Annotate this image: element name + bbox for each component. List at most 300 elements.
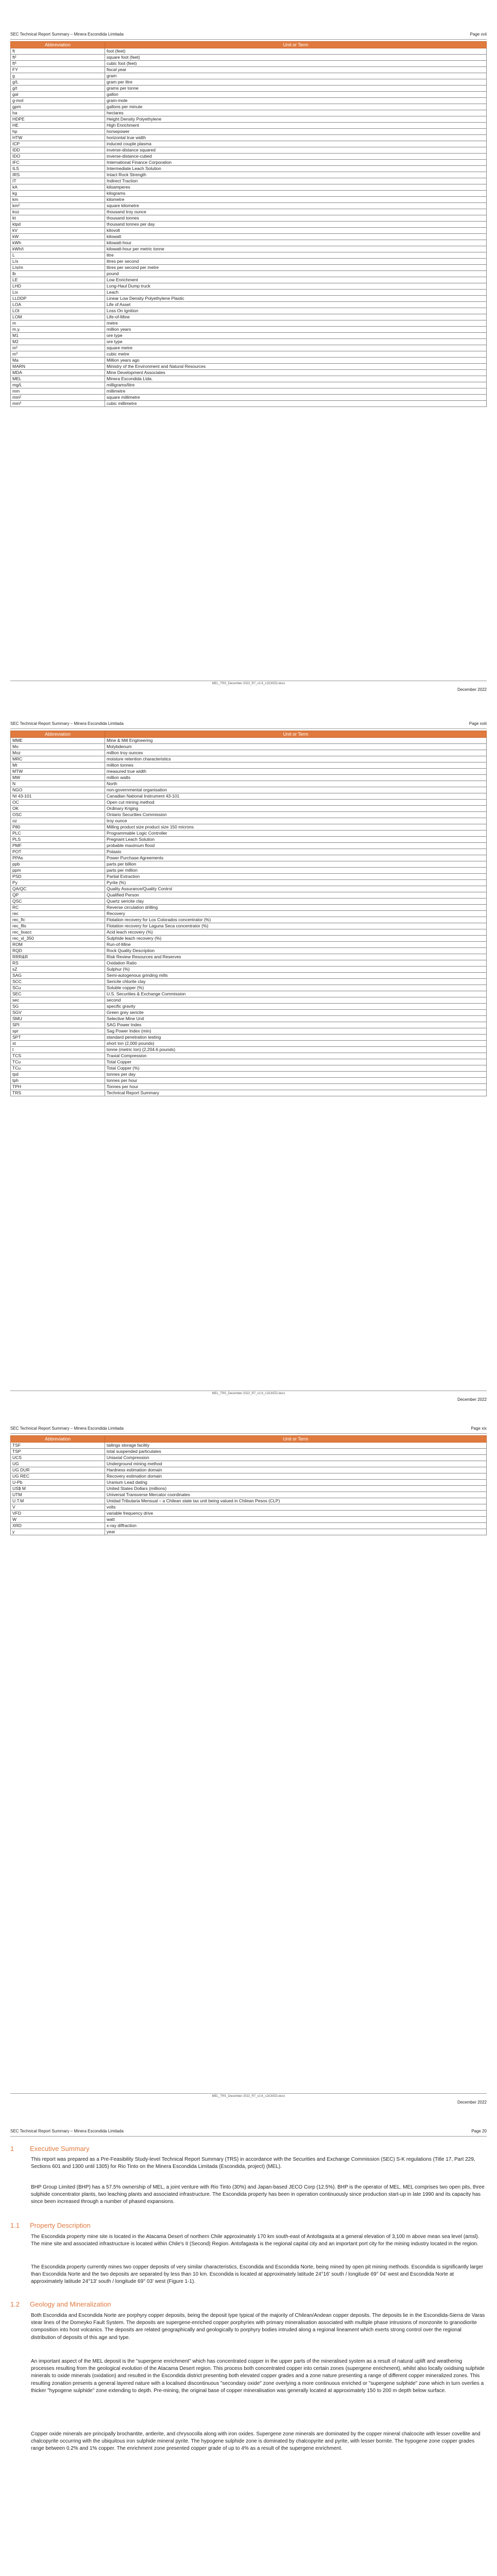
col-header-unit-term: Unit or Term — [105, 731, 487, 738]
section-number: 1 — [10, 2145, 14, 2153]
table-row — [11, 215, 487, 222]
term-cell: Flotation recovery for Laguna Seca concentrator (%) — [105, 923, 487, 929]
abbreviation-cell: FY — [11, 67, 105, 73]
term-cell: gram — [105, 73, 487, 79]
footer-date: December 2022 — [457, 687, 487, 692]
abbreviation-cell: TCu — [11, 1059, 105, 1065]
abbreviation-cell: gal — [11, 92, 105, 98]
term-cell: Partial Extraction — [105, 874, 487, 880]
abbreviation-cell: oz — [11, 818, 105, 824]
table-row — [11, 806, 487, 812]
table-row — [11, 1059, 487, 1065]
table-row — [11, 73, 487, 79]
abbreviation-cell: RRR&R — [11, 954, 105, 960]
table-row — [11, 1511, 487, 1517]
abbreviation-cell: hp — [11, 129, 105, 135]
abbreviation-cell: koz — [11, 209, 105, 215]
abbreviation-cell: NI 43-101 — [11, 793, 105, 800]
table-row — [11, 750, 487, 756]
abbreviation-cell: sZ — [11, 967, 105, 973]
abbreviation-cell: kV — [11, 228, 105, 234]
term-cell: watt — [105, 1517, 487, 1523]
abbreviation-cell: RQD — [11, 948, 105, 954]
term-cell: litre — [105, 252, 487, 259]
term-cell: Sericite chlorite clay — [105, 979, 487, 985]
table-row — [11, 775, 487, 781]
table-row — [11, 55, 487, 61]
abbreviation-cell: L — [11, 252, 105, 259]
abbreviation-cell: NGO — [11, 787, 105, 793]
term-cell: Height Density Polyethylene — [105, 116, 487, 123]
table-row — [11, 209, 487, 215]
table-row — [11, 240, 487, 246]
abbreviation-cell: XRD — [11, 1523, 105, 1529]
table-row — [11, 1504, 487, 1511]
term-cell: Life of Asset — [105, 302, 487, 308]
term-cell: ore type — [105, 339, 487, 345]
term-cell: kilowatt-hour per metric tonne — [105, 246, 487, 252]
abbreviation-cell: IDD — [11, 147, 105, 154]
abbreviation-cell: SG — [11, 1004, 105, 1010]
term-cell: Rock Quality Description — [105, 948, 487, 954]
term-cell: fiscal year — [105, 67, 487, 73]
term-cell: Pregnant Leach Solution — [105, 837, 487, 843]
table-row — [11, 166, 487, 172]
term-cell: square kilometre — [105, 203, 487, 209]
table-row — [11, 395, 487, 401]
term-cell: Power Purchase Agreements — [105, 855, 487, 861]
footer-date: December 2022 — [457, 2100, 487, 2105]
table-row — [11, 917, 487, 923]
abbreviation-cell: QA/QC — [11, 886, 105, 892]
abbreviation-cell: SMU — [11, 1016, 105, 1022]
abbreviation-cell: g/L — [11, 79, 105, 86]
abbreviation-cell: ft³ — [11, 61, 105, 67]
abbreviation-cell: SPT — [11, 1035, 105, 1041]
table-row — [11, 252, 487, 259]
header-title: SEC Technical Report Summary – Minera Escondida Limitada — [10, 721, 124, 726]
table-row — [11, 936, 487, 942]
term-cell: Potasio — [105, 849, 487, 855]
abbreviation-cell: Moz — [11, 750, 105, 756]
term-cell: Tonnes per hour — [105, 1084, 487, 1090]
abbreviation-cell: km² — [11, 203, 105, 209]
table-row — [11, 123, 487, 129]
table-row — [11, 1443, 487, 1449]
term-cell: ore type — [105, 333, 487, 339]
page-footer — [10, 1392, 487, 1402]
header-rule — [10, 39, 487, 40]
term-cell: metre — [105, 320, 487, 327]
term-cell: Green grey sericite — [105, 1010, 487, 1016]
header-rule — [10, 728, 487, 729]
table-row — [11, 899, 487, 905]
table-row — [11, 314, 487, 320]
abbreviation-cell: mg/L — [11, 382, 105, 388]
footer-rule — [10, 2093, 487, 2094]
abbreviation-cell: gpm — [11, 104, 105, 110]
abbreviation-cell: MW — [11, 775, 105, 781]
table-row — [11, 886, 487, 892]
term-cell: Open cut mining method — [105, 800, 487, 806]
page-xix — [0, 1406, 497, 2110]
table-row — [11, 339, 487, 345]
abbreviation-cell: TPH — [11, 1084, 105, 1090]
col-header-unit-term: Unit or Term — [105, 1436, 487, 1443]
term-cell: tonne (metric ton) (2,204.6 pounds) — [105, 1047, 487, 1053]
table-row — [11, 290, 487, 296]
footer-doc-name: MEL_TRS_December 2022_R7_v2.6_LOCKED.docx — [212, 1392, 285, 1395]
term-cell: Million years ago — [105, 358, 487, 364]
term-cell: million years — [105, 327, 487, 333]
header-title: SEC Technical Report Summary – Minera Escondida Limitada — [10, 2129, 124, 2133]
table-row — [11, 1449, 487, 1455]
abbreviation-cell: km — [11, 197, 105, 203]
abbreviation-cell: MEL — [11, 376, 105, 382]
term-cell: Semi-autogenous grinding mills — [105, 973, 487, 979]
term-cell: Qualified Person — [105, 892, 487, 899]
term-cell: x-ray diffraction — [105, 1523, 487, 1529]
term-cell: kilometre — [105, 197, 487, 203]
abbreviation-cell: QSC — [11, 899, 105, 905]
abbreviation-cell: rec_flls — [11, 923, 105, 929]
abbreviation-cell: y — [11, 1529, 105, 1535]
table-row — [11, 1028, 487, 1035]
abbreviation-cell: LLDDP — [11, 296, 105, 302]
abbreviation-cell: PPAs — [11, 855, 105, 861]
table-row — [11, 1078, 487, 1084]
abbreviation-cell: UCS — [11, 1455, 105, 1461]
term-cell: Risk Review Resources and Reserves — [105, 954, 487, 960]
table-row — [11, 1461, 487, 1467]
table-row — [11, 868, 487, 874]
abbreviation-cell: V — [11, 1504, 105, 1511]
term-cell: thousand tonnes — [105, 215, 487, 222]
table-row — [11, 967, 487, 973]
table-row — [11, 1084, 487, 1090]
table-row — [11, 203, 487, 209]
abbreviation-cell: PLS — [11, 837, 105, 843]
term-cell: square metre — [105, 345, 487, 351]
abbreviation-cell: mm — [11, 388, 105, 395]
table-row — [11, 911, 487, 917]
abbreviation-cell: LOM — [11, 314, 105, 320]
term-cell: volts — [105, 1504, 487, 1511]
table-row — [11, 1072, 487, 1078]
abbreviation-cell: TCu — [11, 1065, 105, 1072]
term-cell: Oxidation Ratio — [105, 960, 487, 967]
term-cell: Milling product size product size 150 microns — [105, 824, 487, 831]
term-cell: Intact Rock Strength — [105, 172, 487, 178]
table-row — [11, 172, 487, 178]
abbreviation-cell: m² — [11, 345, 105, 351]
term-cell: measured true width — [105, 769, 487, 775]
term-cell: million tonnes — [105, 762, 487, 769]
term-cell: variable frequency drive — [105, 1511, 487, 1517]
header-title: SEC Technical Report Summary – Minera Escondida Limitada — [10, 1426, 124, 1431]
abbreviation-cell: US$ M — [11, 1486, 105, 1492]
table-row — [11, 271, 487, 277]
table-row — [11, 800, 487, 806]
page-footer — [10, 2095, 487, 2105]
table-row — [11, 880, 487, 886]
table-row — [11, 308, 487, 314]
table-row — [11, 184, 487, 191]
term-cell: Minera Escondida Ltda. — [105, 376, 487, 382]
table-row — [11, 738, 487, 744]
table-row — [11, 104, 487, 110]
term-cell: Quartz sericite clay — [105, 899, 487, 905]
table-row — [11, 401, 487, 407]
term-cell: Soluble copper (%) — [105, 985, 487, 991]
abbreviation-cell: ha — [11, 110, 105, 116]
abbreviation-cell: kA — [11, 184, 105, 191]
table-row — [11, 849, 487, 855]
table-row — [11, 1498, 487, 1504]
abbreviation-cell: LE — [11, 277, 105, 283]
term-cell: Long-Haul Dump truck — [105, 283, 487, 290]
table-row — [11, 831, 487, 837]
term-cell: parts per million — [105, 868, 487, 874]
abbreviation-cell: HDPE — [11, 116, 105, 123]
abbreviation-cell: M2 — [11, 339, 105, 345]
table-row — [11, 1467, 487, 1473]
abbreviation-cell: rec_sl_350 — [11, 936, 105, 942]
table-row — [11, 376, 487, 382]
abbreviation-cell: SCu — [11, 985, 105, 991]
abbreviation-cell: kWh — [11, 240, 105, 246]
term-cell: Indirect Traction — [105, 178, 487, 184]
abbreviation-cell: UG — [11, 1461, 105, 1467]
term-cell: Hardness estimation domain — [105, 1467, 487, 1473]
table-row — [11, 147, 487, 154]
abbreviation-cell: sec — [11, 997, 105, 1004]
table-row — [11, 1480, 487, 1486]
abbreviation-cell: IT — [11, 178, 105, 184]
paragraph-supergene: An important aspect of the MEL deposit is the "supergene enrichment" which has concentrated copper in the upper parts of the mineralised system as a result of natural uplift and weathering processes resulting from the geological evolution of the Atacama Desert region. This process both concentrated copper into certain zones (supergene enrichment), whilst also locally oxidising sulphide minerals to oxide minerals (oxidation) and resulted in the Escondida district presenting both elevated copper grades and a zone nature presenting a range of different copper mineralized zones. This resulting zonation presents a general layered nature with a localised discontinuous "secondary oxide" zone overlying a more continuous enriched or "supergene sulphide" zone which in turn overlies a thicker "hypogene sulphide" zone extending to depth. Pre-mining, the original base of copper mineralisation was generally located at approximately 150 to 200 m depth below surface. — [31, 2359, 485, 2394]
abbreviation-cell: P80 — [11, 824, 105, 831]
header-rule — [10, 2136, 487, 2137]
term-cell: hectares — [105, 110, 487, 116]
table-row — [11, 1022, 487, 1028]
table-row — [11, 1492, 487, 1498]
term-cell: Acid leach recovery (%) — [105, 929, 487, 936]
section-number: 1.1 — [10, 2222, 20, 2229]
term-cell: foot (feet) — [105, 48, 487, 55]
table-row — [11, 92, 487, 98]
table-row — [11, 843, 487, 849]
table-row — [11, 991, 487, 997]
table-row — [11, 1523, 487, 1529]
term-cell: Technical Report Summary — [105, 1090, 487, 1096]
abbreviation-cell: Py — [11, 880, 105, 886]
abbreviation-cell: lb — [11, 271, 105, 277]
term-cell: kilowatt-hour — [105, 240, 487, 246]
table-row — [11, 110, 487, 116]
table-row — [11, 818, 487, 824]
table-row — [11, 79, 487, 86]
table-row — [11, 135, 487, 141]
abbreviation-cell: SGV — [11, 1010, 105, 1016]
term-cell: kilowatt — [105, 234, 487, 240]
table-row — [11, 861, 487, 868]
paragraph-minerals: Copper oxide minerals are principally brochantite, antlerite, and chrysocolla along with iron oxides. Supergene zone minerals are dominated by the copper mineral chalcocite with lesser covellite and chalcopyrite occurring with the ubiquitous iron sulphide mineral pyrite. The hypogene sulphide zone is dominated by chalcopyrite and pyrite, with lesser bornite. The hypogene zone copper grades range between 0.2% and 1% copper. The enrichment zone presented copper grade of up to 4% as a result of the supergene enrichment. — [31, 2431, 481, 2452]
abbreviation-cell: QP — [11, 892, 105, 899]
section-title: Geology and Mineralization — [30, 2300, 111, 2308]
paragraph-location: The Escondida property mine site is located in the Atacama Desert of northern Chile approximately 170 km south-east of Antofagasta at a general elevation of 3,100 m above mean sea level (amsl). The mine site and associated infrastructure is located within Chile's II (Second) Region. Antofagasta is the regional capital city and an important port city for the mining industry located in the region. — [31, 2234, 479, 2247]
term-cell: standard penetration testing — [105, 1035, 487, 1041]
term-cell: Low Enrichment — [105, 277, 487, 283]
table-row — [11, 997, 487, 1004]
paragraph-ownership: BHP Group Limited (BHP) has a 57.5% ownership of MEL, a joint venture with Rio Tinto (30%) and Japan-based JECO Corp (12.5%). BHP is the operator of MEL. MEL comprises two open pits, three sulphide concentrator plants, two leaching plants and associated infrastructure. The Escondida property has been in operation continuously since production start-up in late 1990 and its capacity has since been increased through a number of phased expansions. — [31, 2184, 485, 2205]
table-row — [11, 1065, 487, 1072]
footer-doc-name: MEL_TRS_December 2022_R7_v2.6_LOCKED.docx — [212, 682, 285, 685]
term-cell: Run-of-Mine — [105, 942, 487, 948]
abbreviation-cell: kg — [11, 191, 105, 197]
page-number: Page xix — [471, 1426, 487, 1431]
table-row — [11, 960, 487, 967]
table-row — [11, 86, 487, 92]
table-row — [11, 756, 487, 762]
table-row — [11, 141, 487, 147]
abbreviation-cell: MDA — [11, 370, 105, 376]
abbreviation-cell: IFC — [11, 160, 105, 166]
abbreviation-cell: rec — [11, 911, 105, 917]
abbreviation-cell: kt — [11, 215, 105, 222]
term-cell: probable maximum flood — [105, 843, 487, 849]
abbreviation-cell: PLC — [11, 831, 105, 837]
abbreviation-cell: spr — [11, 1028, 105, 1035]
table-row — [11, 1047, 487, 1053]
term-cell: moisture retention characteristics — [105, 756, 487, 762]
term-cell: Flotation recovery for Los Colorados concentrator (%) — [105, 917, 487, 923]
table-row — [11, 1004, 487, 1010]
table-row — [11, 345, 487, 351]
page-xvii — [0, 0, 497, 703]
term-cell: thousand tonnes per day — [105, 222, 487, 228]
term-cell: Sulphide leach recovery (%) — [105, 936, 487, 942]
term-cell: thousand troy ounce — [105, 209, 487, 215]
table-row — [11, 1053, 487, 1059]
abbreviation-cell: Lix — [11, 290, 105, 296]
table-row — [11, 265, 487, 271]
table-row — [11, 358, 487, 364]
term-cell: tonnes per hour — [105, 1078, 487, 1084]
abbreviation-cell: m — [11, 320, 105, 327]
table-row — [11, 228, 487, 234]
abbreviation-cell: SPI — [11, 1022, 105, 1028]
paragraph-deposits: The Escondida property currently mines two copper deposits of very similar characteristics, Escondida and Escondida Norte, being mined by open pit mining methods. Escondida is significantly larger than Escondida Norte and the two deposits are separated by less than 10 km. Escondida is located at approximately latitude 24°16' south / longitude 69° 04' west and Escondida Norte at approximately latitude 24°13' south / longitude 69° 03' west (Figure 1-1). — [31, 2264, 484, 2285]
term-cell: cubic millimetre — [105, 401, 487, 407]
table-row — [11, 824, 487, 831]
table-row — [11, 905, 487, 911]
abbreviation-cell: m.y. — [11, 327, 105, 333]
term-cell: million troy ounces — [105, 750, 487, 756]
term-cell: Ontario Securities Commission — [105, 812, 487, 818]
abbreviation-cell: ppm — [11, 868, 105, 874]
table-row — [11, 1529, 487, 1535]
term-cell: kilograms — [105, 191, 487, 197]
term-cell: Mine & Mill Engineering — [105, 738, 487, 744]
abbreviation-table — [10, 731, 487, 1096]
abbreviation-cell: g/t — [11, 86, 105, 92]
abbreviation-cell: TRS — [11, 1090, 105, 1096]
term-cell: Quality Assurance/Quality Control — [105, 886, 487, 892]
term-cell: horizontal true width — [105, 135, 487, 141]
table-row — [11, 855, 487, 861]
col-header-abbreviation: Abbreviation — [11, 731, 105, 738]
term-cell: parts per billion — [105, 861, 487, 868]
term-cell: Reverse circulation drilling — [105, 905, 487, 911]
abbreviation-cell: UTM — [11, 1492, 105, 1498]
table-row — [11, 1455, 487, 1461]
abbreviation-cell: PMF — [11, 843, 105, 849]
table-row — [11, 837, 487, 843]
table-row — [11, 1035, 487, 1041]
table-row — [11, 302, 487, 308]
paragraph-intro: This report was prepared as a Pre-Feasibility Study-level Technical Report Summary (TRS) in accordance with the Securities and Exchange Commission (SEC) S-K regulations (Title 17, Part 229, Sections 601 and 1300 until 1305) for Rio Tinto on the Minera Escondida Limitada (Escondida, project) (MEL). — [31, 2157, 475, 2170]
abbreviation-cell: IDO — [11, 154, 105, 160]
abbreviation-cell: ICP — [11, 141, 105, 147]
term-cell: litres per second — [105, 259, 487, 265]
abbreviation-cell: L/s/m — [11, 265, 105, 271]
table-row — [11, 1090, 487, 1096]
abbreviation-cell: LOI — [11, 308, 105, 314]
page-xviii — [0, 703, 497, 1406]
page-20 — [0, 2110, 497, 2576]
term-cell: troy ounce — [105, 818, 487, 824]
table-row — [11, 98, 487, 104]
term-cell: Leach — [105, 290, 487, 296]
page-header — [10, 32, 487, 39]
term-cell: Uranium Lead dating — [105, 1480, 487, 1486]
abbreviation-cell: ft² — [11, 55, 105, 61]
abbreviation-cell: OC — [11, 800, 105, 806]
table-row — [11, 929, 487, 936]
term-cell: square millimetre — [105, 395, 487, 401]
abbreviation-cell: kWh/t — [11, 246, 105, 252]
section-title: Property Description — [30, 2222, 91, 2229]
table-row — [11, 154, 487, 160]
abbreviation-cell: IRS — [11, 172, 105, 178]
abbreviation-cell: mm³ — [11, 401, 105, 407]
abbreviation-table — [10, 41, 487, 407]
abbreviation-cell: mm² — [11, 395, 105, 401]
term-cell: cubic foot (feet) — [105, 61, 487, 67]
term-cell: International Finance Corporation — [105, 160, 487, 166]
term-cell: Ordinary Kriging — [105, 806, 487, 812]
table-row — [11, 1486, 487, 1492]
abbreviation-cell: kW — [11, 234, 105, 240]
abbreviation-cell: Ma — [11, 358, 105, 364]
section-number: 1.2 — [10, 2300, 20, 2308]
term-cell: Recovery — [105, 911, 487, 917]
term-cell: short ton (2,000 pounds) — [105, 1041, 487, 1047]
abbreviation-cell: OK — [11, 806, 105, 812]
col-header-abbreviation: Abbreviation — [11, 42, 105, 48]
table-row — [11, 769, 487, 775]
term-cell: tailings storage facility — [105, 1443, 487, 1449]
table-row — [11, 61, 487, 67]
term-cell: gram-mole — [105, 98, 487, 104]
abbreviation-cell: SEC — [11, 991, 105, 997]
table-row — [11, 1010, 487, 1016]
table-row — [11, 160, 487, 166]
table-row — [11, 388, 487, 395]
term-cell: High Enrichment — [105, 123, 487, 129]
page-header — [10, 2129, 487, 2136]
term-cell: total suspended particulates — [105, 1449, 487, 1455]
